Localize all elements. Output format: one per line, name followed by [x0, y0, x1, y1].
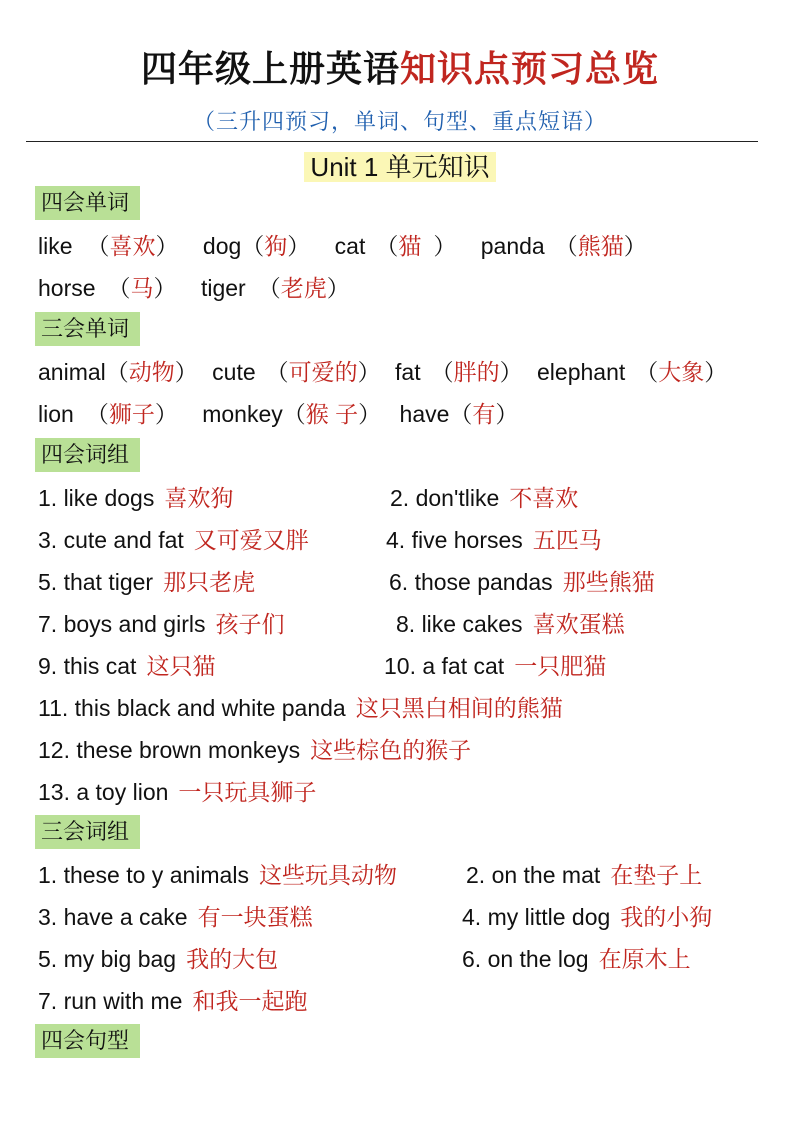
phrase-item — [396, 606, 625, 642]
word-row — [38, 228, 647, 264]
phrase-en: 12. these brown monkeys — [38, 737, 301, 763]
phrase-zh: 这只猫 — [146, 653, 216, 679]
section-heading-three-skill-phrases: 三会词组 — [35, 815, 140, 849]
unit-heading — [0, 150, 800, 184]
phrase-zh: 一只玩具狮子 — [178, 779, 317, 805]
paren-close: ） — [287, 233, 311, 259]
phrase-en: 3. cute and fat — [38, 527, 184, 553]
paren-close: ） — [174, 359, 198, 385]
title-part-black: 四年级上册英语 — [140, 48, 400, 89]
word-zh: 动物 — [128, 359, 175, 385]
paren-close: ） — [358, 401, 382, 427]
phrase-zh: 喜欢狗 — [164, 485, 234, 511]
phrase-item — [38, 522, 309, 558]
page-title — [0, 44, 800, 94]
phrase-zh: 又可爱又胖 — [193, 527, 309, 553]
paren-open: （ — [85, 401, 109, 427]
word-zh: 有 — [472, 401, 496, 427]
word-en: lion — [38, 401, 74, 427]
word-en: tiger — [200, 275, 246, 301]
word-en: panda — [480, 233, 545, 259]
phrase-en: 4. my little dog — [462, 904, 611, 930]
paren-open: （ — [449, 401, 473, 427]
paren-close: ） — [155, 233, 179, 259]
phrase-en: 6. on the log — [462, 946, 589, 972]
paren-open: （ — [105, 359, 129, 385]
phrase-zh: 有一块蛋糕 — [197, 904, 313, 930]
phrase-zh: 那只老虎 — [163, 569, 256, 595]
paren-close: ） — [326, 275, 350, 301]
paren-open: （ — [635, 359, 659, 385]
phrase-en: 6. those pandas — [389, 569, 553, 595]
phrase-item — [38, 480, 233, 516]
paren-close: ） — [154, 401, 178, 427]
phrase-en: 13. a toy lion — [38, 779, 169, 805]
phrase-item — [462, 899, 712, 935]
phrase-item — [386, 522, 602, 558]
phrase-zh: 这只黑白相间的熊猫 — [355, 695, 563, 721]
word-zh: 可爱的 — [288, 359, 358, 385]
word-en: fat — [395, 359, 421, 385]
phrase-item — [390, 480, 578, 516]
phrase-zh: 不喜欢 — [509, 485, 579, 511]
phrase-item — [38, 774, 316, 810]
phrase-zh: 我的大包 — [186, 946, 279, 972]
phrase-item — [38, 899, 313, 935]
phrase-en: 7. run with me — [38, 988, 183, 1014]
phrase-item — [38, 941, 278, 977]
paren-close: ） — [357, 359, 381, 385]
word-en: like — [38, 233, 73, 259]
paren-open: （ — [375, 233, 399, 259]
word-en: dog — [202, 233, 242, 259]
word-zh: 马 — [130, 275, 154, 301]
paren-close: ） — [704, 359, 728, 385]
phrase-item — [38, 983, 307, 1019]
paren-open: （ — [107, 275, 131, 301]
section-heading-four-skill-words: 四会单词 — [35, 186, 140, 220]
phrase-item — [38, 690, 563, 726]
phrase-zh: 一只肥猫 — [514, 653, 607, 679]
phrase-en: 11. this black and white panda — [38, 695, 346, 721]
page-subtitle: （三升四预习，单词、句型、重点短语） — [192, 109, 607, 134]
phrase-item — [462, 941, 691, 977]
section-heading-four-skill-sentences: 四会句型 — [35, 1024, 140, 1058]
phrase-en: 7. boys and girls — [38, 611, 206, 637]
paren-open: （ — [282, 401, 306, 427]
paren-close: ） — [495, 401, 519, 427]
word-zh: 狗 — [264, 233, 288, 259]
word-en: cute — [212, 359, 256, 385]
unit-heading-text: Unit 1 单元知识 — [304, 152, 495, 182]
word-zh: 猫 — [398, 233, 422, 259]
phrase-zh: 和我一起跑 — [192, 988, 308, 1014]
phrase-item — [38, 648, 215, 684]
phrase-item — [389, 564, 655, 600]
phrase-zh: 这些棕色的猴子 — [310, 737, 472, 763]
phrase-item — [384, 648, 606, 684]
word-zh: 胖的 — [453, 359, 500, 385]
phrase-zh: 在原木上 — [598, 946, 691, 972]
paren-close: ） — [153, 275, 177, 301]
word-row — [38, 354, 727, 390]
word-row — [38, 270, 350, 306]
phrase-en: 1. like dogs — [38, 485, 155, 511]
word-en: horse — [38, 275, 96, 301]
phrase-en: 10. a fat cat — [384, 653, 505, 679]
phrase-zh: 五匹马 — [532, 527, 602, 553]
paren-open: （ — [554, 233, 578, 259]
phrase-en: 8. like cakes — [396, 611, 523, 637]
section-heading-three-skill-words: 三会单词 — [35, 312, 140, 346]
phrase-item — [38, 564, 255, 600]
phrase-en: 2. don'tlike — [390, 485, 500, 511]
word-en: monkey — [202, 401, 283, 427]
phrase-item — [38, 606, 284, 642]
phrase-en: 5. my big bag — [38, 946, 177, 972]
phrase-zh: 这些玩具动物 — [258, 862, 397, 888]
paren-open: （ — [241, 233, 265, 259]
paren-open: （ — [265, 359, 289, 385]
word-row — [38, 396, 518, 432]
paren-close: ） — [623, 233, 647, 259]
phrase-en: 5. that tiger — [38, 569, 154, 595]
phrase-en: 9. this cat — [38, 653, 137, 679]
paren-close: ） — [433, 233, 457, 259]
phrase-en: 3. have a cake — [38, 904, 188, 930]
title-divider — [26, 141, 758, 142]
phrase-en: 2. on the mat — [466, 862, 601, 888]
paren-close: ） — [499, 359, 523, 385]
word-en: animal — [38, 359, 106, 385]
word-en: cat — [334, 233, 366, 259]
word-en: have — [399, 401, 450, 427]
phrase-item — [38, 732, 471, 768]
paren-open: （ — [86, 233, 110, 259]
phrase-zh: 那些熊猫 — [562, 569, 655, 595]
phrase-en: 4. five horses — [386, 527, 523, 553]
phrase-en: 1. these to y animals — [38, 862, 249, 888]
phrase-zh: 我的小狗 — [620, 904, 713, 930]
word-en: elephant — [537, 359, 626, 385]
word-zh: 大象 — [658, 359, 705, 385]
word-zh: 喜欢 — [109, 233, 156, 259]
word-zh: 狮子 — [108, 401, 155, 427]
phrase-zh: 喜欢蛋糕 — [532, 611, 625, 637]
phrase-zh: 孩子们 — [215, 611, 285, 637]
title-part-red: 知识点预习总览 — [400, 48, 660, 89]
paren-open: （ — [430, 359, 454, 385]
word-zh: 熊猫 — [577, 233, 624, 259]
word-zh: 猴 子 — [305, 401, 359, 427]
paren-open: （ — [257, 275, 281, 301]
word-zh: 老虎 — [280, 275, 327, 301]
phrase-item — [466, 857, 702, 893]
phrase-item — [38, 857, 397, 893]
phrase-zh: 在垫子上 — [610, 862, 703, 888]
section-heading-four-skill-phrases: 四会词组 — [35, 438, 140, 472]
